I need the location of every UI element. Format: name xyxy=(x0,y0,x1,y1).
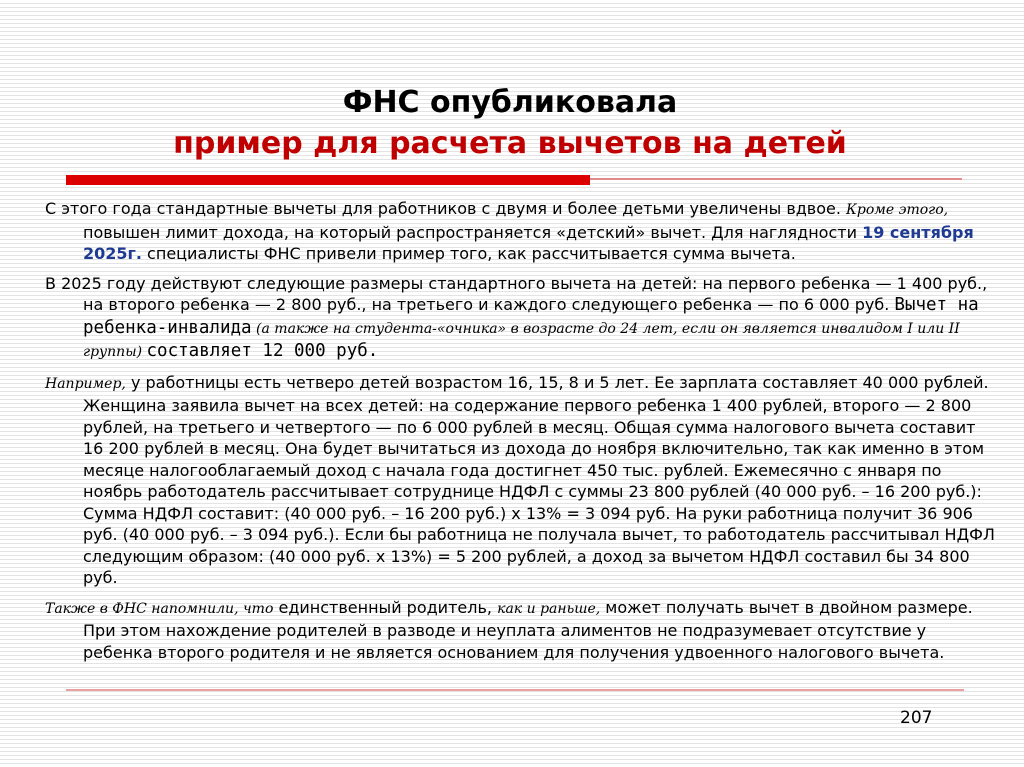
p3-italic-1: Например, xyxy=(45,375,126,392)
title-line-1: ФНС опубликовала xyxy=(342,85,678,120)
paragraph-4 xyxy=(45,597,995,664)
p2-emphasis-1: Вычет на ребенка-инвалида xyxy=(83,295,979,338)
title-underline-bar xyxy=(66,175,590,185)
p2-text-1: В 2025 году действуют следующие размеры стандартного вычета на детей: на первого ребенка — 1 400 руб., на второго ребенка — 2 800 руб., на третьего и каждого следующего ребенка — по 6 000 руб. xyxy=(45,273,988,314)
paragraph-3 xyxy=(45,372,995,589)
paragraph-2 xyxy=(45,273,995,364)
footer-divider xyxy=(66,689,964,691)
page-number: 207 xyxy=(900,708,933,728)
p1-text-3: специалисты ФНС привели пример того, как рассчитывается сумма вычета. xyxy=(141,244,796,263)
p1-text-2: повышен лимит дохода, на который распространяется «детский» вычет. Для наглядности xyxy=(83,222,863,242)
p2-italic-1: (а также на студента-«очника» в возрасте до 24 лет, если он является инвалидом I или II группы) xyxy=(83,320,960,360)
p4-italic-1: Также в ФНС напомнили, что xyxy=(45,600,274,617)
p1-date: 19 сентября 2025г. xyxy=(83,222,974,263)
title-line-2: пример для расчета вычетов на детей xyxy=(173,126,847,161)
p1-italic-1: Кроме этого, xyxy=(846,202,949,218)
p3-text-1: у работницы есть четверо детей возрастом 16, 15, 8 и 5 лет. Ее зарплата составляет 40 000 рублей. Женщина заявила вычет на всех детей: на содержание первого ребенка 1 400 рублей, второго — 2 800 рублей, на третьего и четвертого — по 6 000 рублей в месяц. Общая сумма налогового вычета составит 16 200 рублей в месяц. Она будет вычитаться из дохода до ноября включительно, так как именно в этом месяце налогооблагаемый доход с начала года достигнет 450 тыс. рублей. Ежемесячно с января по ноябрь работодатель рассчитывает сотруднице НДФЛ с суммы 23 800 рублей (40 000 руб. – 16 200 руб.): Сумма НДФЛ составит: (40 000 руб. – 16 200 руб.) х 13% = 3 094 руб. На руки работница получит 36 906 руб. (40 000 руб. – 3 094 руб.). Если бы работница не получала вычет, то работодатель рассчитывал НДФЛ следующим образом: (40 000 руб. х 13%) = 5 200 рублей, а доход за вычетом НДФЛ составил бы 34 800 руб. xyxy=(83,372,995,587)
p4-text-1: единственный родитель, xyxy=(273,597,498,617)
title-underline-thin xyxy=(590,178,962,180)
paragraph-1 xyxy=(45,198,995,265)
p2-emphasis-2: составляет 12 000 руб. xyxy=(146,341,379,361)
slide-body xyxy=(45,198,995,671)
p4-text-2: может получать вычет в двойном размере. При этом нахождение родителей в разводе и неуплата алиментов не подразумевает отсутствие у ребенка второго родителя и не является основанием для получения удвоенного налогового вычета. xyxy=(83,597,973,662)
p4-italic-2: как и раньше, xyxy=(497,600,601,617)
p1-text-1: С этого года стандартные вычеты для работников с двумя и более детьми увеличены вдвое. xyxy=(45,199,847,218)
slide-title xyxy=(60,83,960,165)
